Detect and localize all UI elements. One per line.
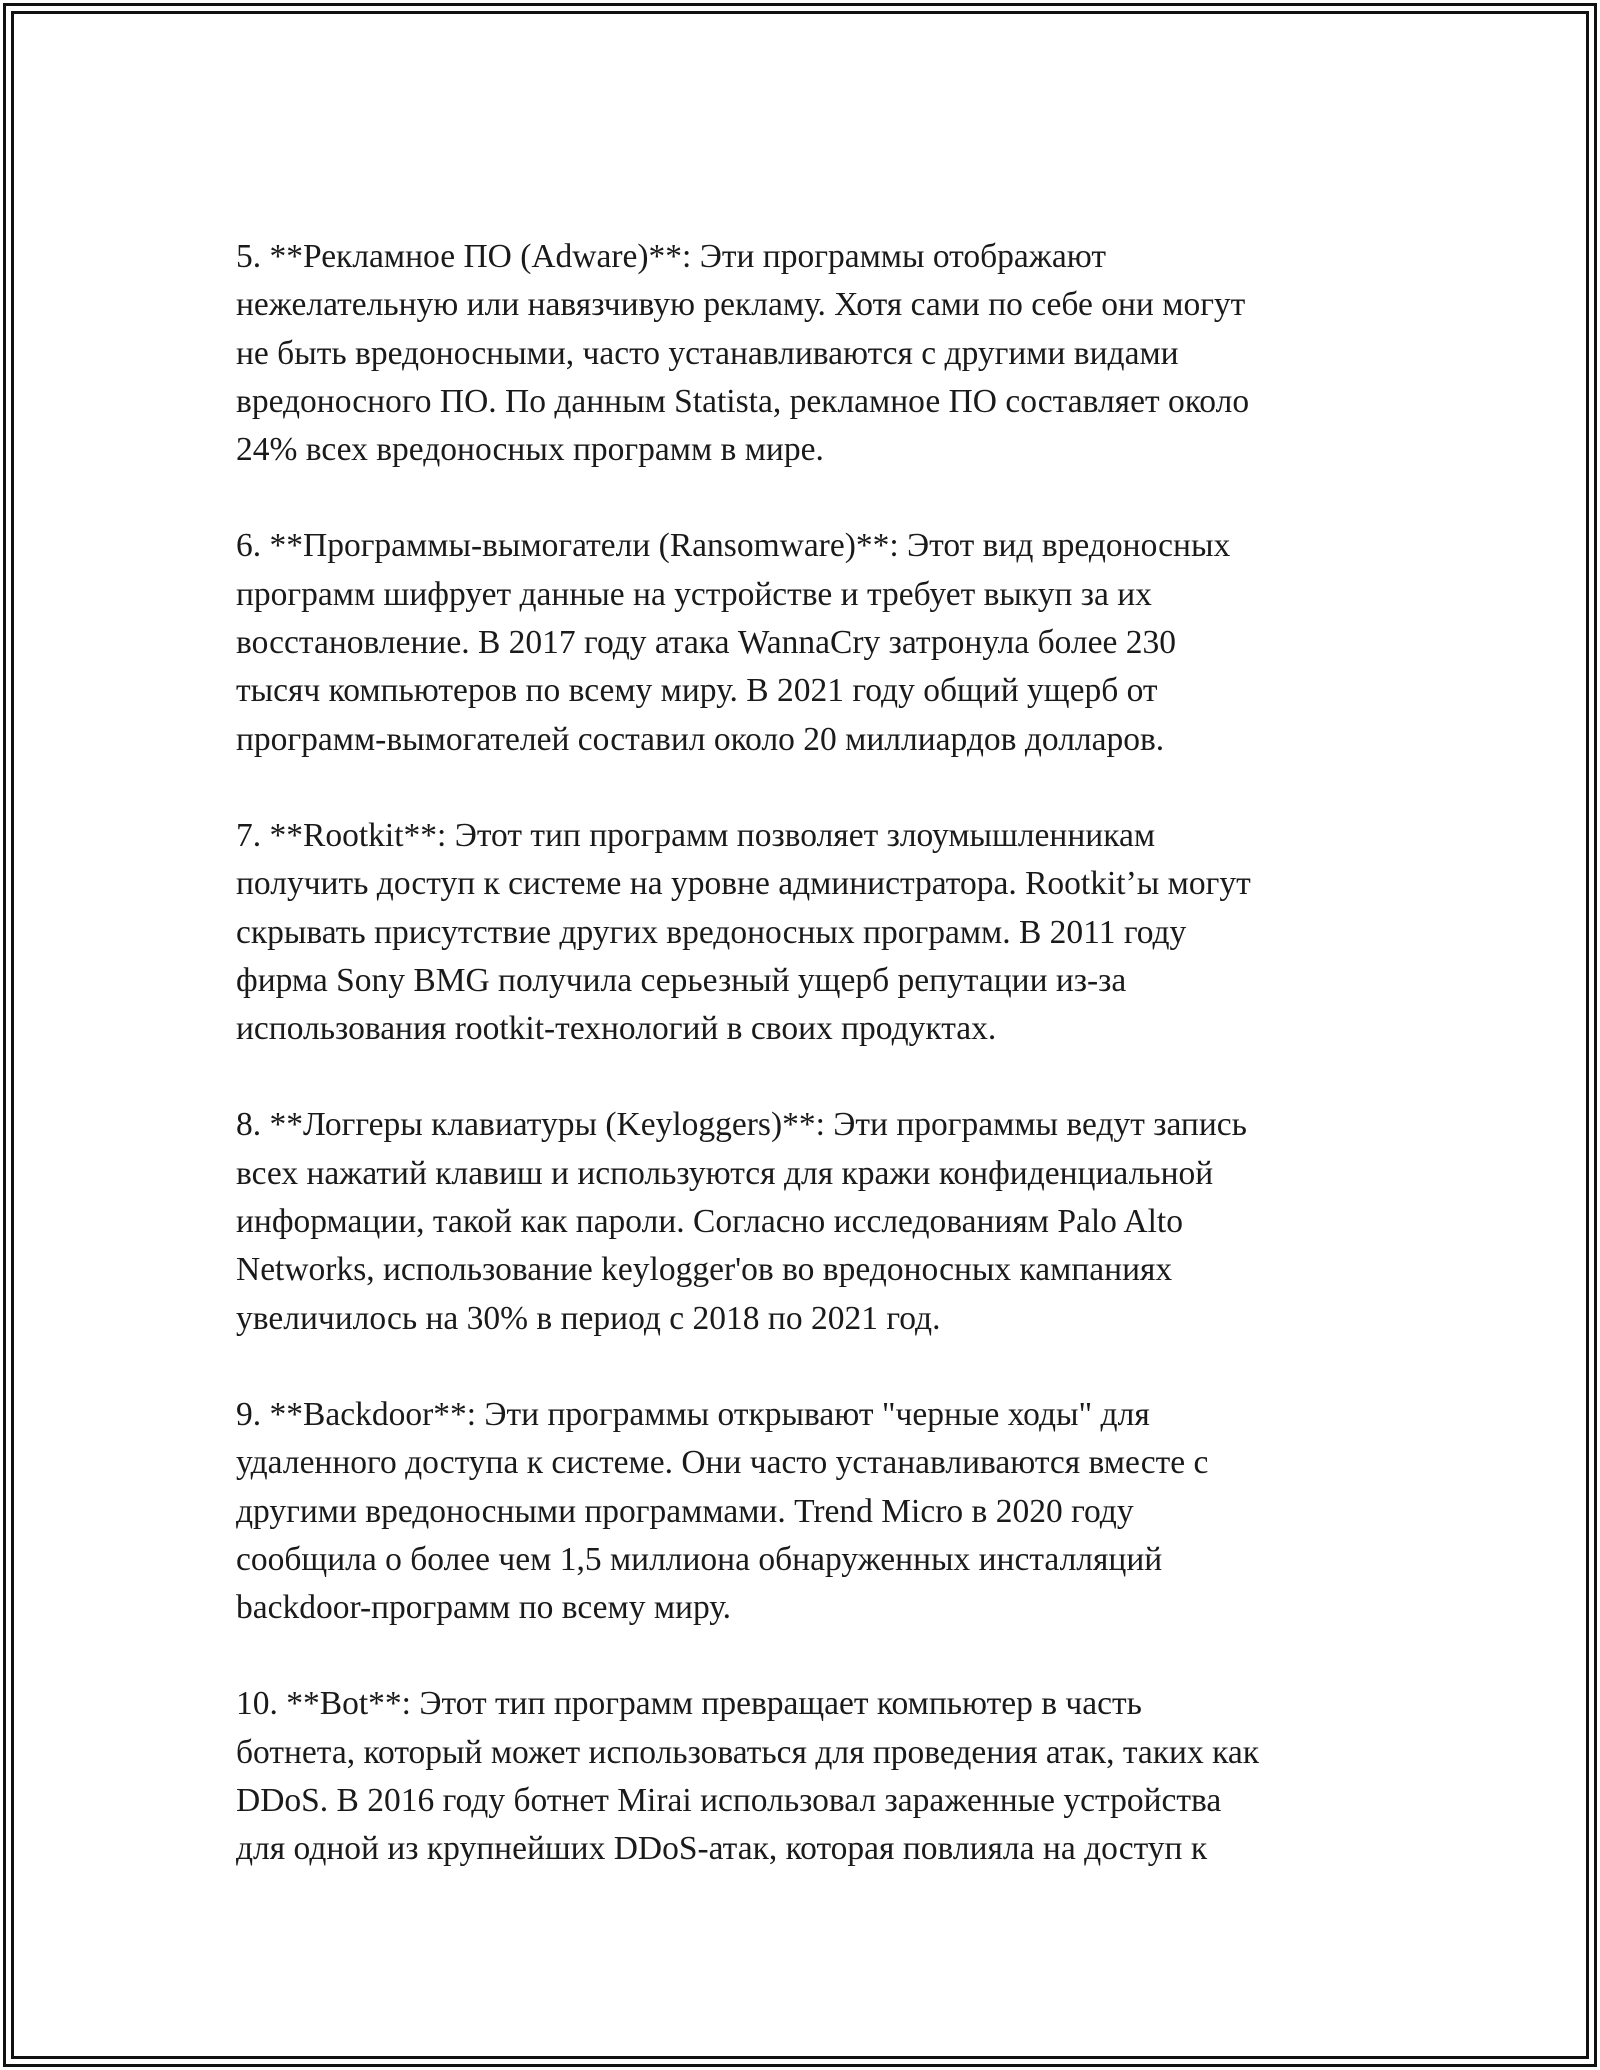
paragraph-ransomware: 6. **Программы-вымогатели (Ransomware)**: Этот вид вредоносных программ шифрует данные на устройстве и требует выкуп за их восстановление. В 2017 году атака WannaCry затронула более 230 тысяч компьютеров по всему миру. В 2021 году общий ущерб от программ-вымогателей составил около 20 миллиардов долларов. [236,527,1231,758]
paragraph-adware: 5. **Рекламное ПО (Adware)**: Эти программы отображают нежелательную или навязчивую рекламу. Хотя сами по себе они могут не быть вредоносными, часто устанавливаются с другими видами вредоносного ПО. По данным Statista, рекламное ПО составляет около 24% всех вредоносных программ в мире. [236,238,1250,469]
paragraph-backdoor: 9. **Backdoor**: Эти программы открывают "черные ходы" для удаленного доступа к системе. Они часто устанавливаются вместе с другими вредоносными программами. Trend Micro в 2020 году сообщила о более чем 1,5 миллиона обнаруженных инсталляций backdoor-программ по всему миру. [236,1395,1209,1627]
paragraph-bot: 10. **Bot**: Этот тип программ превращает компьютер в часть ботнета, который может использоваться для проведения атак, таких как DDoS. В 2016 году ботнет Mirai использовал зараженные устройства для одной из крупнейших DDoS-атак, которая повлияла на доступ к [236,1685,1259,1868]
document-body [236,233,1376,1922]
paragraph-rootkit: 7. **Rootkit**: Этот тип программ позволяет злоумышленникам получить доступ к системе на уровне администратора. Rootkit’ы могут скрывать присутствие других вредоносных программ. В 2011 году фирма Sony BMG получила серьезный ущерб репутации из-за использования rootkit-технологий в своих продуктах. [236,816,1251,1048]
paragraph-keyloggers: 8. **Логгеры клавиатуры (Keyloggers)**: Эти программы ведут запись всех нажатий клавиш и используются для кражи конфиденциальной информации, такой как пароли. Согласно исследованиям Palo Alto Networks, использование keylogger'ов во вредоносных кампаниях увеличилось на 30% в период с 2018 по 2021 год. [236,1106,1247,1337]
